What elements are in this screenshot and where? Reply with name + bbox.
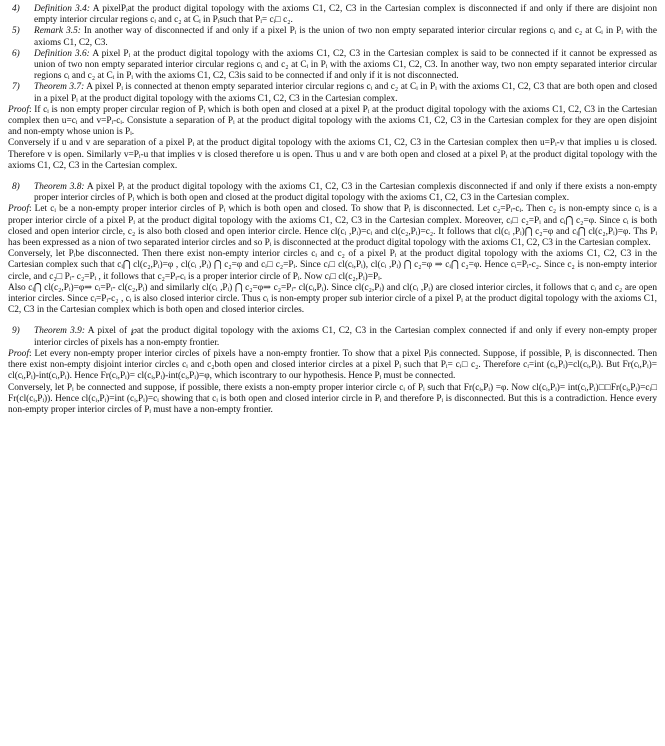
proof-text: : Let every non-empty proper interior circles of pixels have a non-empty frontier. To show that a pixel Pᵢis connected. Suppose, if possible, Pᵢ is disconnected. Then there exist non-empty disjoint interior circles cᵢ and c₂both open and closed interior circles at a pixel Pᵢ such that Pᵢ= cᵢ□ c₂. Therefore cᵢ=int (cᵢ,Pᵢ)=cl(cᵢ,Pᵢ). But Fr(cᵢ,Pᵢ)= cl(cᵢ,Pᵢ)-int(cᵢ,Pᵢ). Hence Fr(cᵢ,Pᵢ)= cl(cᵢ,Pᵢ)-int(cᵢ,Pᵢ)=φ, which iscontrary to our hypothesis. Hence Pᵢ must be connected. <box>8 348 657 382</box>
proof-paragraph <box>8 105 657 139</box>
item-lead: Theorem 3.9: <box>34 326 85 337</box>
item-text: A pixel Pᵢ at the product digital topology with the axioms C1, C2, C3 in the Cartesian complexis disconnected if and only if there exists a non-empty proper interior circles of Pᵢ which is both open and closed at the product digital topology with the axioms C1, C2, C3 in the Cartesian complex. <box>34 182 657 204</box>
item-body <box>34 26 657 48</box>
item-number: 8) <box>12 182 20 193</box>
numbered-item-4 <box>8 4 657 26</box>
section-gap <box>8 172 657 182</box>
proof-label: Proof <box>8 204 29 215</box>
item-number: 7) <box>12 82 20 93</box>
numbered-item-6 <box>8 49 657 83</box>
item-body <box>34 4 657 26</box>
item-number: 6) <box>12 48 20 59</box>
numbered-item-5 <box>8 26 657 48</box>
proof-paragraph <box>8 204 657 249</box>
item-body <box>34 82 657 104</box>
proof-label: Proof <box>8 104 29 115</box>
proof-label: Proof <box>8 348 29 359</box>
item-number: 4) <box>12 4 20 14</box>
proof-paragraph <box>8 383 657 417</box>
item-body <box>34 326 657 348</box>
item-text: A pixel Pᵢ at the product digital topology with the axioms C1, C2, C3 in the Cartesian complex is said to be connected if it cannot be expressed as union of two non empty separated interior circular regions cᵢ and c₂ at Cᵢ in Pᵢ with the axioms C1, C2, C3. In another way, two non empty separated interior circular regions cᵢ and c₂ at Cᵢ in Pᵢ with the axioms C1, C2, C3is said to be connected if and only if it is not disconnected. <box>34 48 657 82</box>
section-a <box>8 4 657 172</box>
item-text: A pixel Pᵢ is connected at thenon empty separated interior circular regions cᵢ and c₂ at Cᵢ in Pᵢ with the axioms C1, C2, C3 that are both open and closed in a pixel Pᵢ at the product digital topology with the axioms C1, C2, C3 in the Cartesian complex. <box>34 82 657 104</box>
proof-paragraph <box>8 138 657 172</box>
proof-paragraph <box>8 283 657 317</box>
proof-text: Conversely if u and v are separation of a pixel Pᵢ at the product digital topology with the axioms C1, C2, C3 in the Cartesian complex then u=Pᵢ-v that implies u is closed. Therefore v is open. Similarly v=Pᵢ-u that implies v is closed therefore u is open. Thus u and v are both open and closed at a pixel Pᵢ at the product digital topology with the axioms C1, C2, C3 in the Cartesian complex. <box>8 138 657 171</box>
proof-text: Conversely, let Pᵢ be connected and suppose, if possible, there exists a non-empty proper interior circle cᵢ of Pᵢ such that Fr(cᵢ,Pᵢ) =φ. Now cl(cᵢ,Pᵢ)= int(cᵢ,Pᵢ)□□Fr(cᵢ,Pᵢ)=cᵢ□ Fr(cl(cᵢ,Pᵢ)). Hence cl(cᵢ,Pᵢ)=int (cᵢ,Pᵢ)=cᵢ showing that cᵢ is both open and closed interior circle in Pᵢ and therefore Pᵢ is disconnected. But this is a contradiction. Hence every non-empty proper interior circles of Pᵢ must have a non-empty frontier. <box>8 382 657 415</box>
section-gap <box>8 316 657 326</box>
numbered-item-8 <box>8 182 657 204</box>
item-number: 9) <box>12 326 20 337</box>
item-body <box>34 182 657 204</box>
item-text: A pixel of ℘at the product digital topology with the axioms C1, C2, C3 in the Cartesian complex connected if and only if every non-empty proper interior circles of pixels has a non-empty frontier. <box>34 326 657 348</box>
proof-text: Also cᵢ⋂ cl(c₂,Pᵢ)=φ⇒ cᵢ=Pᵢ- cl(c₂,Pᵢ) and similarly cl(cᵢ ,Pᵢ) ⋂ c₂=φ⇒ c₂=Pᵢ- cl(cᵢ,Pᵢ). Since cl(c₂,Pᵢ) and cl(cᵢ ,Pᵢ) are closed interior circles, it follows that cᵢ and c₂ are open interior circles. Since cᵢ=Pᵢ-c₂ , cᵢ is also closed interior circle. Thus cᵢ is non-empty proper sub interior circle of a pixel Pᵢ at the product digital topology with the axioms C1, C2, C3 in the Cartesian complex which is both open and closed interior circles. <box>8 282 657 316</box>
item-number: 5) <box>12 26 20 37</box>
item-body <box>34 49 657 83</box>
proof-paragraph <box>8 349 657 383</box>
item-text: In another way of disconnected if and only if a pixel Pᵢ is the union of two non empty separated interior circular regions cᵢ and c₂ at Cᵢ in Pᵢ with the axioms C1, C2, C3. <box>34 26 657 48</box>
item-text: A pixelPᵢat the product digital topology with the axioms C1, C2, C3 in the Cartesian complex is disconnected if and only if there are disjoint non empty interior circular regions cᵢ and c₂ at Cᵢ in Pᵢsuch that Pᵢ= cᵢ□ c₂. <box>34 4 657 26</box>
proof-paragraph <box>8 249 657 283</box>
item-lead: Definition 3.4: <box>34 4 90 14</box>
item-lead: Theorem 3.8: <box>34 182 85 193</box>
section-b <box>8 182 657 316</box>
proof-text: Conversely, let Pᵢbe disconnected. Then there exist non-empty interior circles cᵢ and c₂ of a pixel Pᵢ at the product digital topology with the axioms C1, C2, C3 in the Cartesian complex such that cᵢ⋂ cl(c₂,Pᵢ)=φ , cl(cᵢ ,Pᵢ) ⋂ c₂=φ and cᵢ□ c₂=Pᵢ. Since cᵢ□ cl(cᵢ,Pᵢ), cl(cᵢ ,Pᵢ) ⋂ c₂=φ ⇒ cᵢ⋂ c₂=φ. Hence cᵢ=Pᵢ-c₂. Since c₂ is non-empty interior circle, and c₂□ Pᵢ- c₂=Pᵢ , it follows that c₂=Pᵢ-cᵢ is a proper interior circle of Pᵢ. Now cᵢ□ cl(c₂,Pᵢ)=Pᵢ. <box>8 249 657 282</box>
proof-text: : Let cᵢ be a non-empty proper interior circles of Pᵢ which is both open and closed. To show that Pᵢ is disconnected. Let c₂=Pᵢ-cᵢ. Then c₂ is non-empty since cᵢ is a proper interior circle of a pixel Pᵢ at the product digital topology with the axioms C1, C2, C3 in the Cartesian complex. Moreover, cᵢ□ c₂=Pᵢ and cᵢ⋂ c₂=φ. Since cᵢ is both closed and open interior circle, c₂ is also both closed and open interior circle. Hence cl(cᵢ ,Pᵢ)=cᵢ and cl(c₂,Pᵢ)=c₂. It follows that cl(cᵢ ,Pᵢ)⋂ c₂=φ and cᵢ⋂ cl(c₂,Pᵢ)=φ. Ths Pᵢ has been expressed as a nion of two separated interior circles and so Pᵢ is disconnected at the product digital topology with the axioms C1, C2, C3 in the Cartesian complex. <box>8 204 657 249</box>
section-c <box>8 326 657 416</box>
numbered-item-9 <box>8 326 657 348</box>
item-lead: Remark 3.5: <box>34 26 81 37</box>
proof-text: : If cᵢ is non empty proper circular region of Pᵢ which is both open and closed at a pixel Pᵢ at the product digital topology with the axioms C1, C2, C3 in the Cartesian complex then u=cᵢ and v=Pᵢ-cᵢ. Consistute a separation of Pᵢ at the product digital topology with the axioms C1, C2, C3 in the Cartesian complex for they are open disjoint and non-empty whose union is Pᵢ. <box>8 104 657 138</box>
item-lead: Definition 3.6: <box>34 48 90 59</box>
item-lead: Theorem 3.7: <box>34 82 85 93</box>
numbered-item-7 <box>8 82 657 104</box>
